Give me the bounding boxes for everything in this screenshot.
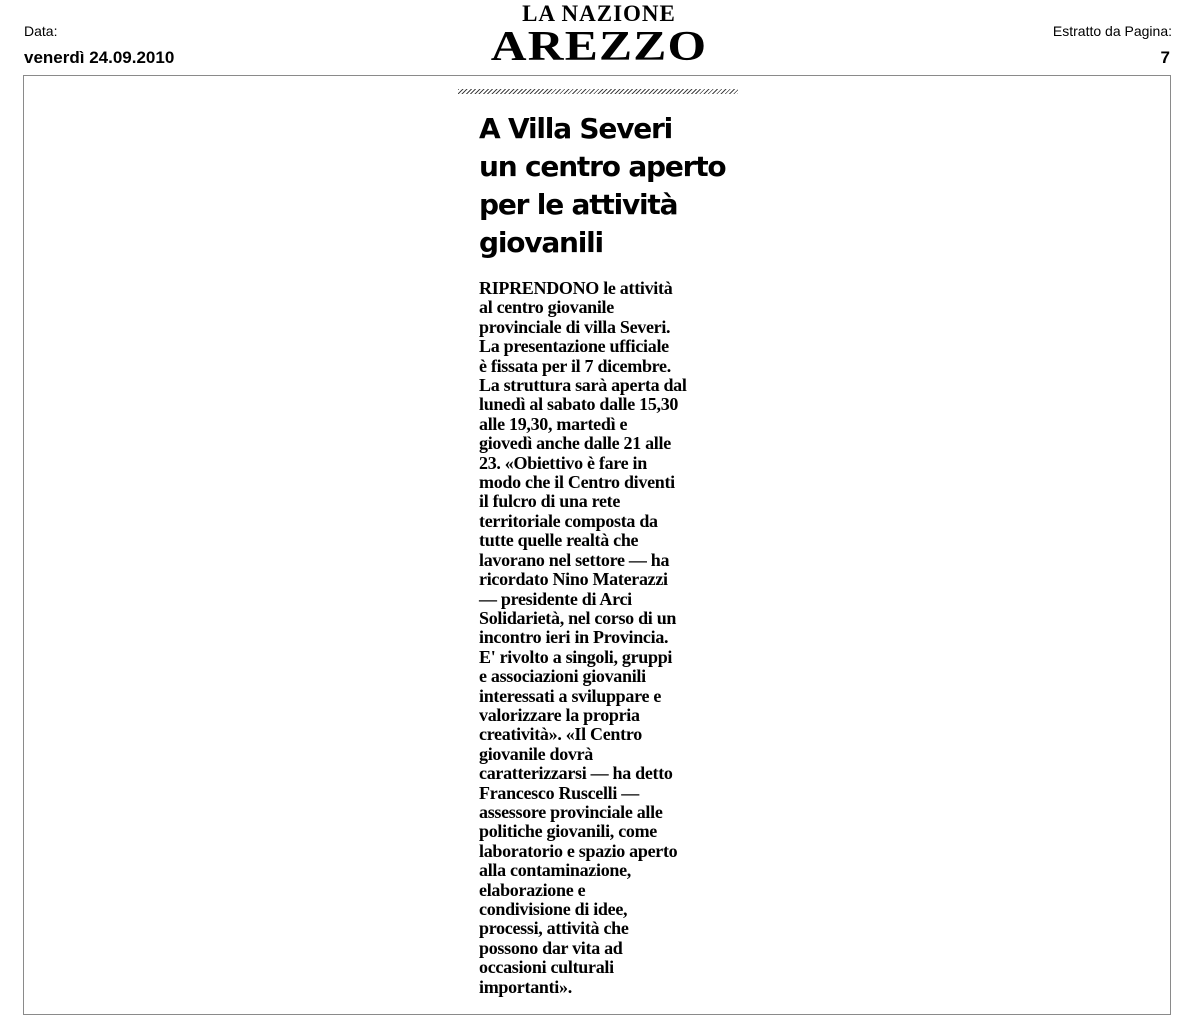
article-lead-word: RIPRENDONO — [479, 278, 600, 298]
article-top-rule — [458, 89, 738, 94]
date-label: Data: — [24, 23, 58, 39]
date-value: venerdì 24.09.2010 — [24, 48, 175, 67]
article-body-text: le attività al centro giovanile provinciale di villa Severi. La presentazione ufficiale è fissata per il 7 dicembre. La struttura sarà aperta dal lunedì al sabato dalle 15,30 alle 19,30, martedì e giovedì anche dalle 21 alle 23. «Obiettivo è fare in modo che il Centro diventi il fulcro di una rete territoriale composta da tutte quelle realtà che lavorano nel settore — ha ricordato Nino Materazzi — presidente di Arci Solidarietà, nel corso di un incontro ieri in Provincia. E' rivolto a singoli, gruppi e associazioni giovanili interessati a sviluppare e valorizzare la propria creatività». «Il Centro giovanile dovrà caratterizzarsi — ha detto Francesco Ruscelli — assessore provinciale alle politiche giovanili, come laboratorio e spazio aperto alla contaminazione, elaborazione e condivisione di idee, processi, attività che possono dar vita ad occasioni culturali importanti». — [479, 278, 687, 997]
newspaper-name: LA NAZIONE — [522, 1, 676, 26]
page-number: 7 — [1160, 48, 1170, 67]
newspaper-masthead — [490, 1, 708, 70]
newspaper-edition: AREZZO — [490, 24, 708, 70]
article-body — [479, 279, 729, 997]
page-label: Estratto da Pagina: — [1052, 23, 1172, 39]
article-headline: A Villa Severi un centro aperto per le attività giovanili — [479, 112, 726, 259]
